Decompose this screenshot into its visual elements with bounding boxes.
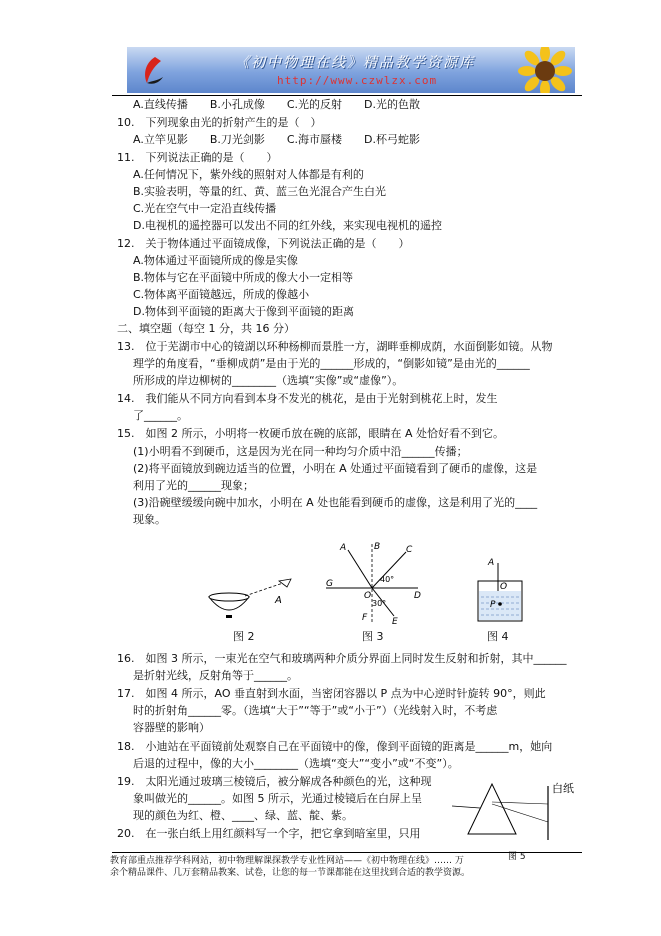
q14-line-1: 14. 我们能从不同方向看到本身不发光的桃花，是由于光射到桃花上时，发生 [117,392,498,405]
q9-options: A.直线传播 B.小孔成像 C.光的反射 D.光的色散 [133,98,421,111]
q19-line-1: 19. 太阳光通过玻璃三棱镜后，被分解成各种颜色的光，这种现 [117,775,432,788]
q11-option-a: A.任何情况下，紫外线的照射对人体都是有利的 [133,168,364,181]
svg-text:F: F [362,613,368,623]
q12-option-c: C.物体离平面镜越远，所成的像越小 [133,288,310,301]
svg-text:A: A [275,595,282,606]
svg-text:O: O [364,591,372,601]
svg-text:白纸: 白纸 [552,782,574,795]
q12-stem: 12. 关于物体通过平面镜成像，下列说法正确的是（ ） [117,237,410,250]
header-url[interactable]: http://www.czwlzx.com [277,74,438,87]
q19-line-2: 象叫做光的______。如图 5 所示，光通过棱镜后在白屏上呈 [133,792,422,805]
svg-text:E: E [392,617,398,626]
q17-line-3: 容器壁的影响） [133,721,210,734]
svg-text:40°: 40° [380,575,395,584]
sunflower-icon [515,47,573,93]
figure-4-caption: 图 4 [487,630,509,643]
q16-line-2: 是折射光线，反射角等于______。 [133,669,298,682]
header-rule [112,95,582,96]
q13-line-3: 所形成的岸边柳树的________（选填“实像”或“虚像”）。 [133,374,404,387]
q15-stem: 15. 如图 2 所示，小明将一枚硬币放在碗的底部，眼睛在 A 处恰好看不到它。 [117,427,505,440]
figure-4-diagram [468,555,528,625]
q11-option-d: D.电视机的遥控器可以发出不同的红外线，来实现电视机的遥控 [133,219,442,232]
q15-part-2b: 利用了光的______现象； [133,479,254,492]
q20-line-1: 20. 在一张白纸上用红颜料写一个字，把它拿到暗室里，只用 [117,827,421,840]
svg-text:A: A [488,558,495,568]
svg-text:D: D [414,591,421,601]
svg-text:O: O [500,582,508,592]
q10-stem: 10. 下列现象由光的折射产生的是（ ） [117,116,322,129]
q19-line-3: 现的颜色为红、橙、____、绿、蓝、靛、紫。 [133,809,353,822]
figure-5-diagram [452,778,577,848]
q15-part-3b: 现象。 [133,513,166,526]
q15-part-1: (1)小明看不到硬币，这是因为光在同一种均匀介质中沿______传播； [133,445,468,458]
q16-line-1: 16. 如图 3 所示，一束光在空气和玻璃两种介质分界面上同时发生反射和折射，其中______ [117,652,567,665]
svg-text:30°: 30° [372,599,387,608]
q12-option-b: B.物体与它在平面镜中所成的像大小一定相等 [133,271,354,284]
logo-icon [139,55,165,87]
header-title: 《初中物理在线》精品教学资源库 [235,55,475,71]
footer-rule [112,852,582,853]
q10-options: A.立竿见影 B.刀光剑影 C.海市蜃楼 D.杯弓蛇影 [133,133,421,146]
footer-line-1: 教育部重点推荐学科网站，初中物理解课探教学专业性网站——《初中物理在线》…… 万 [110,856,464,866]
q13-line-2: 理学的角度看，“垂柳成荫”是由于光的______形成的，“倒影如镜”是由光的______ [133,357,530,370]
figure-3-diagram [322,540,422,626]
header-banner [127,47,575,93]
figure-2-diagram [205,575,305,625]
q13-line-1: 13. 位于芜湖市中心的镜湖以环种杨柳而景胜一方，湖畔垂柳成荫，水面倒影如镜。从物 [117,340,553,353]
q12-option-d: D.物体到平面镜的距离大于像到平面镜的距离 [133,305,354,318]
figure-2-caption: 图 2 [233,630,255,643]
q11-option-b: B.实验表明，等量的红、黄、蓝三色光混合产生白光 [133,185,387,198]
svg-text:P: P [490,600,496,610]
q15-part-3: (3)沿碗壁缓缓向碗中加水，小明在 A 处也能看到硬币的虚像，这是利用了光的____ [133,496,538,509]
footer-line-2: 余个精品课件、几万套精品教案、试卷，让您的每一节课都能在这里找到合适的教学资源。 [110,868,471,878]
q17-line-2: 时的折射角______零。（选填“大于”“等于”或“小于”）（光线射入时，不考虑 [133,704,498,717]
svg-text:G: G [326,579,333,589]
q11-option-c: C.光在空气中一定沿直线传播 [133,202,277,215]
q17-line-1: 17. 如图 4 所示，AO 垂直射到水面，当密闭容器以 P 点为中心逆时针旋转 90°，则此 [117,687,546,700]
section-heading: 二、填空题（每空 1 分，共 16 分） [117,322,295,335]
q18-line-2: 后退的过程中，像的大小________（选填“变大”“变小”或“不变”）。 [133,757,459,770]
q14-line-2: 了______。 [133,409,188,422]
q11-stem: 11. 下列说法正确的是（ ） [117,151,278,164]
svg-text:B: B [374,542,381,552]
coin-icon [226,615,232,618]
q12-option-a: A.物体通过平面镜所成的像是实像 [133,254,298,267]
svg-text:A: A [340,543,347,553]
figure-5-caption: 图 5 [508,852,526,862]
eye-icon [279,579,291,587]
q18-line-1: 18. 小迪站在平面镜前处观察自己在平面镜中的像，像到平面镜的距离是______m，她向 [117,740,553,753]
svg-text:C: C [406,545,413,555]
q15-part-2: (2)将平面镜放到碗边适当的位置，小明在 A 处通过平面镜看到了硬币的虚像，这是 [133,462,538,475]
figure-3-caption: 图 3 [362,630,384,643]
